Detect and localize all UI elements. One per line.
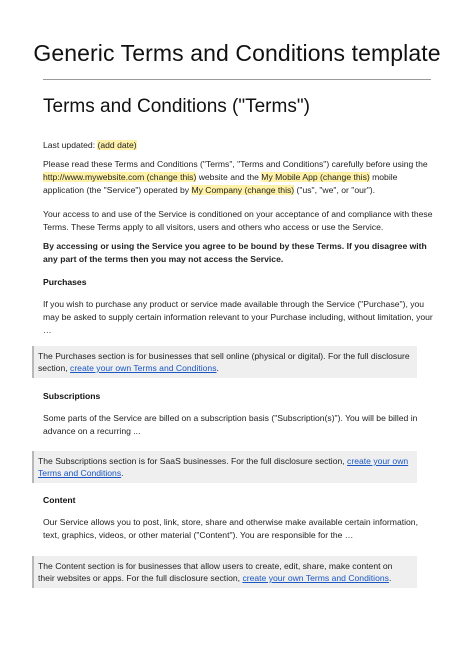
content-note-end: . [388, 573, 392, 583]
intro-text-1: Please read these Terms and Conditions ("Terms", "Terms and Conditions") carefully before using the [43, 159, 428, 169]
content-note-link[interactable]: create your own Terms and Conditions [242, 573, 389, 583]
purchases-heading: Purchases [43, 277, 87, 287]
subscriptions-note-text: The Subscriptions section is for SaaS businesses. For the full disclosure section, [38, 456, 348, 466]
app-placeholder: My Mobile App (change this) [261, 172, 370, 182]
access-paragraph: Your access to and use of the Service is conditioned on your acceptance of and compliance with these Terms. These Terms apply to all visitors, users and others who access or use the Service. [43, 209, 433, 232]
last-updated-label: Last updated: [43, 140, 96, 150]
subscriptions-note-link[interactable]: create your own Terms and Conditions [38, 456, 409, 478]
last-updated-value: (add date) [97, 140, 137, 150]
subscriptions-note-end: . [121, 468, 124, 478]
subscriptions-paragraph: Some parts of the Service are billed on a subscription basis ("Subscription(s)"). You will be billed in advance on a recurring ... [43, 413, 418, 436]
subscriptions-note [32, 451, 417, 483]
intro-text-3: mobile application (the "Service") operated by [43, 172, 398, 195]
content-heading: Content [43, 495, 76, 505]
title-divider [43, 79, 431, 80]
agreement-paragraph: By accessing or using the Service you agree to be bound by these Terms. If you disagree with any part of the terms then you may not access the Service. [43, 241, 427, 264]
intro-text-4: ("us", "we", or "our"). [294, 185, 376, 195]
terms-heading: Terms and Conditions ("Terms") [43, 96, 310, 117]
company-placeholder: My Company (change this) [191, 185, 295, 195]
purchases-note-end: . [216, 363, 219, 373]
document-title: Generic Terms and Conditions template [33, 40, 441, 66]
last-updated-line [43, 139, 435, 152]
intro-text-2: website and the [196, 172, 262, 182]
website-placeholder: http://www.mywebsite.com (change this) [43, 172, 197, 182]
subscriptions-heading: Subscriptions [43, 391, 101, 401]
purchases-note [32, 346, 417, 378]
content-paragraph: Our Service allows you to post, link, store, share and otherwise make available certain information, text, graphics, videos, or other material ("Content"). You are responsible for the … [43, 517, 418, 540]
content-note-text: The Content section is for businesses that allow users to create, edit, share, make content on their websites or apps. For the full disclosure section, [38, 561, 393, 583]
intro-paragraph [43, 158, 435, 197]
content-note [32, 556, 417, 588]
purchases-note-text: The Purchases section is for businesses that sell online (physical or digital). For the full disclosure section, [38, 351, 410, 373]
purchases-paragraph: If you wish to purchase any product or service made available through the Service ("Purchase"), you may be asked to supply certain information relevant to your Purchase including, without limitation, your … [43, 299, 433, 335]
purchases-note-link[interactable]: create your own Terms and Conditions [70, 363, 217, 373]
